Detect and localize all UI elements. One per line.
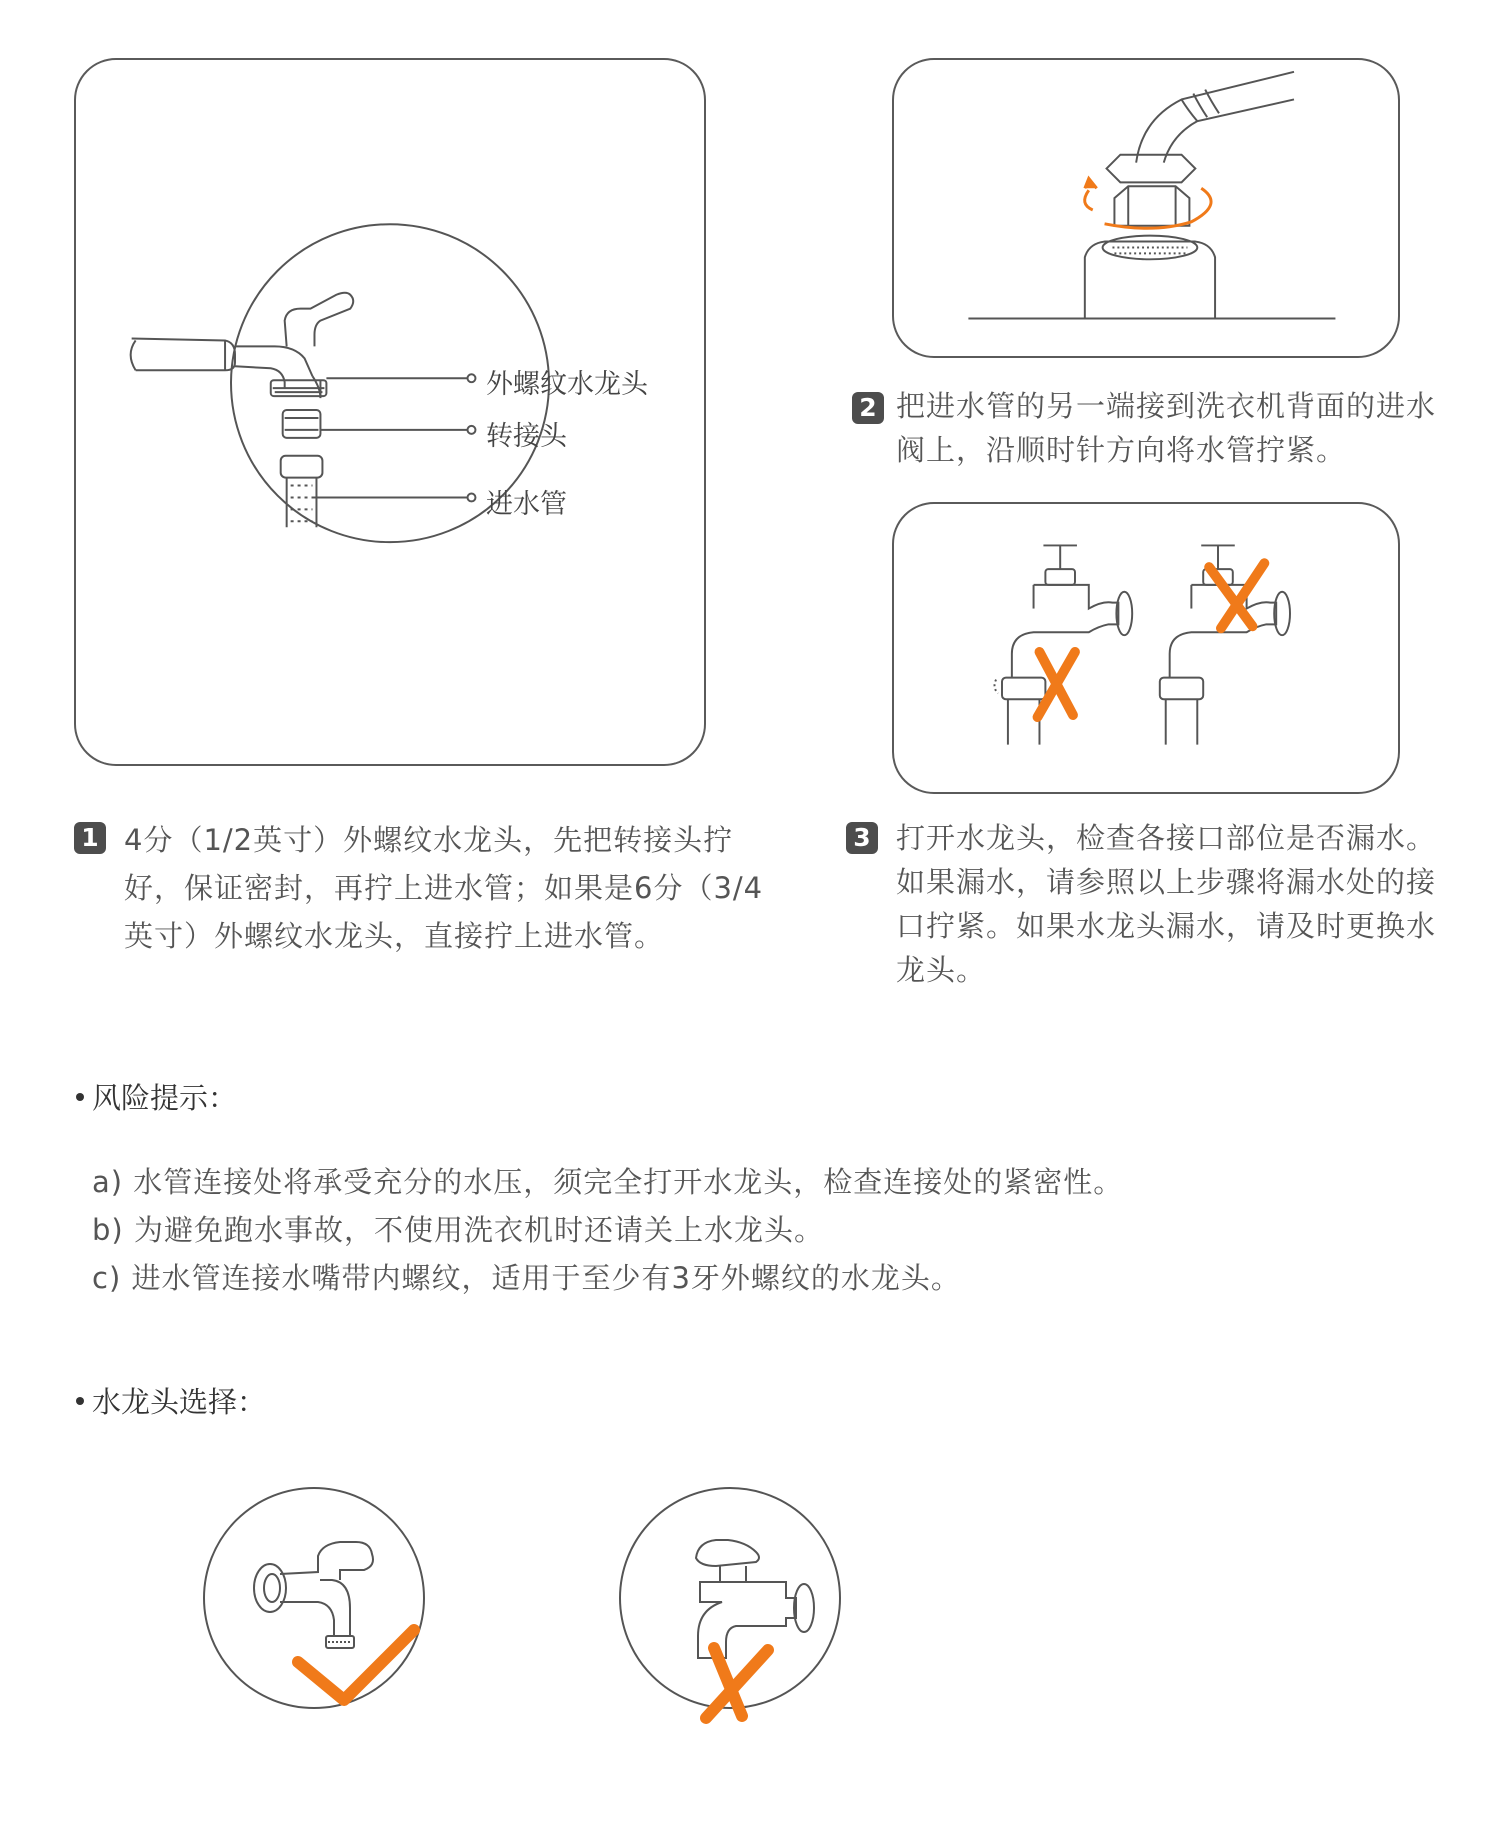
- leak-check-diagram: [894, 504, 1398, 792]
- step1-line: 英寸）外螺纹水龙头，直接拧上进水管。: [124, 919, 665, 953]
- callout-inlet-hose: 进水管: [486, 489, 567, 520]
- external-thread-faucet-illustration: [200, 1486, 460, 1736]
- risk-list: [92, 1158, 1123, 1302]
- faucet-selection-title-text: 水龙头选择：: [92, 1385, 267, 1419]
- step3-line: 龙头。: [896, 953, 987, 987]
- step2-number-badge: 2: [852, 392, 884, 424]
- faucet-selection-title: [76, 1380, 266, 1421]
- step3-illustration-panel: [892, 502, 1400, 794]
- step1-number-badge: 1: [74, 822, 106, 854]
- cross-mark-icon: [1038, 563, 1265, 717]
- cross-mark-icon: [706, 1648, 768, 1718]
- step2-description: [896, 384, 1436, 472]
- risk-item-a: a) 水管连接处将承受充分的水压，须完全打开水龙头，检查连接处的紧密性。: [92, 1165, 1124, 1199]
- step1-line: 4分（1/2英寸）外螺纹水龙头，先把转接头拧: [124, 823, 734, 857]
- faucet-adapter-diagram: [76, 60, 704, 764]
- step3-line: 如果漏水，请参照以上步骤将漏水处的接: [896, 865, 1437, 899]
- hose-inlet-valve-diagram: [894, 60, 1398, 356]
- callout-external-thread-faucet: 外螺纹水龙头: [486, 369, 648, 400]
- non-threaded-faucet-illustration: [616, 1486, 856, 1736]
- bullet-dot-icon: [76, 1093, 84, 1101]
- step3-description: [896, 816, 1436, 992]
- step3-line: 打开水龙头，检查各接口部位是否漏水。: [896, 821, 1437, 855]
- step2-line: 阀上，沿顺时针方向将水管拧紧。: [896, 433, 1347, 467]
- bullet-dot-icon: [76, 1397, 84, 1405]
- step1-line: 好，保证密封，再拧上进水管；如果是6分（3/4: [124, 871, 764, 905]
- step1-description: [124, 816, 763, 960]
- check-mark-icon: [298, 1630, 414, 1700]
- callout-adapter: 转接头: [486, 421, 567, 452]
- risk-item-b: b) 为避免跑水事故，不使用洗衣机时还请关上水龙头。: [92, 1213, 824, 1247]
- step3-number-badge: 3: [846, 822, 878, 854]
- step3-line: 口拧紧。如果水龙头漏水，请及时更换水: [896, 909, 1437, 943]
- faucet-wrong-example: [616, 1486, 856, 1736]
- risk-section-title: [76, 1076, 237, 1117]
- step1-illustration-panel: [74, 58, 706, 766]
- step2-illustration-panel: [892, 58, 1400, 358]
- risk-title-text: 风险提示：: [92, 1081, 238, 1115]
- faucet-correct-example: [200, 1486, 460, 1736]
- step2-line: 把进水管的另一端接到洗衣机背面的进水: [896, 389, 1437, 423]
- risk-item-c: c) 进水管连接水嘴带内螺纹，适用于至少有3牙外螺纹的水龙头。: [92, 1261, 961, 1295]
